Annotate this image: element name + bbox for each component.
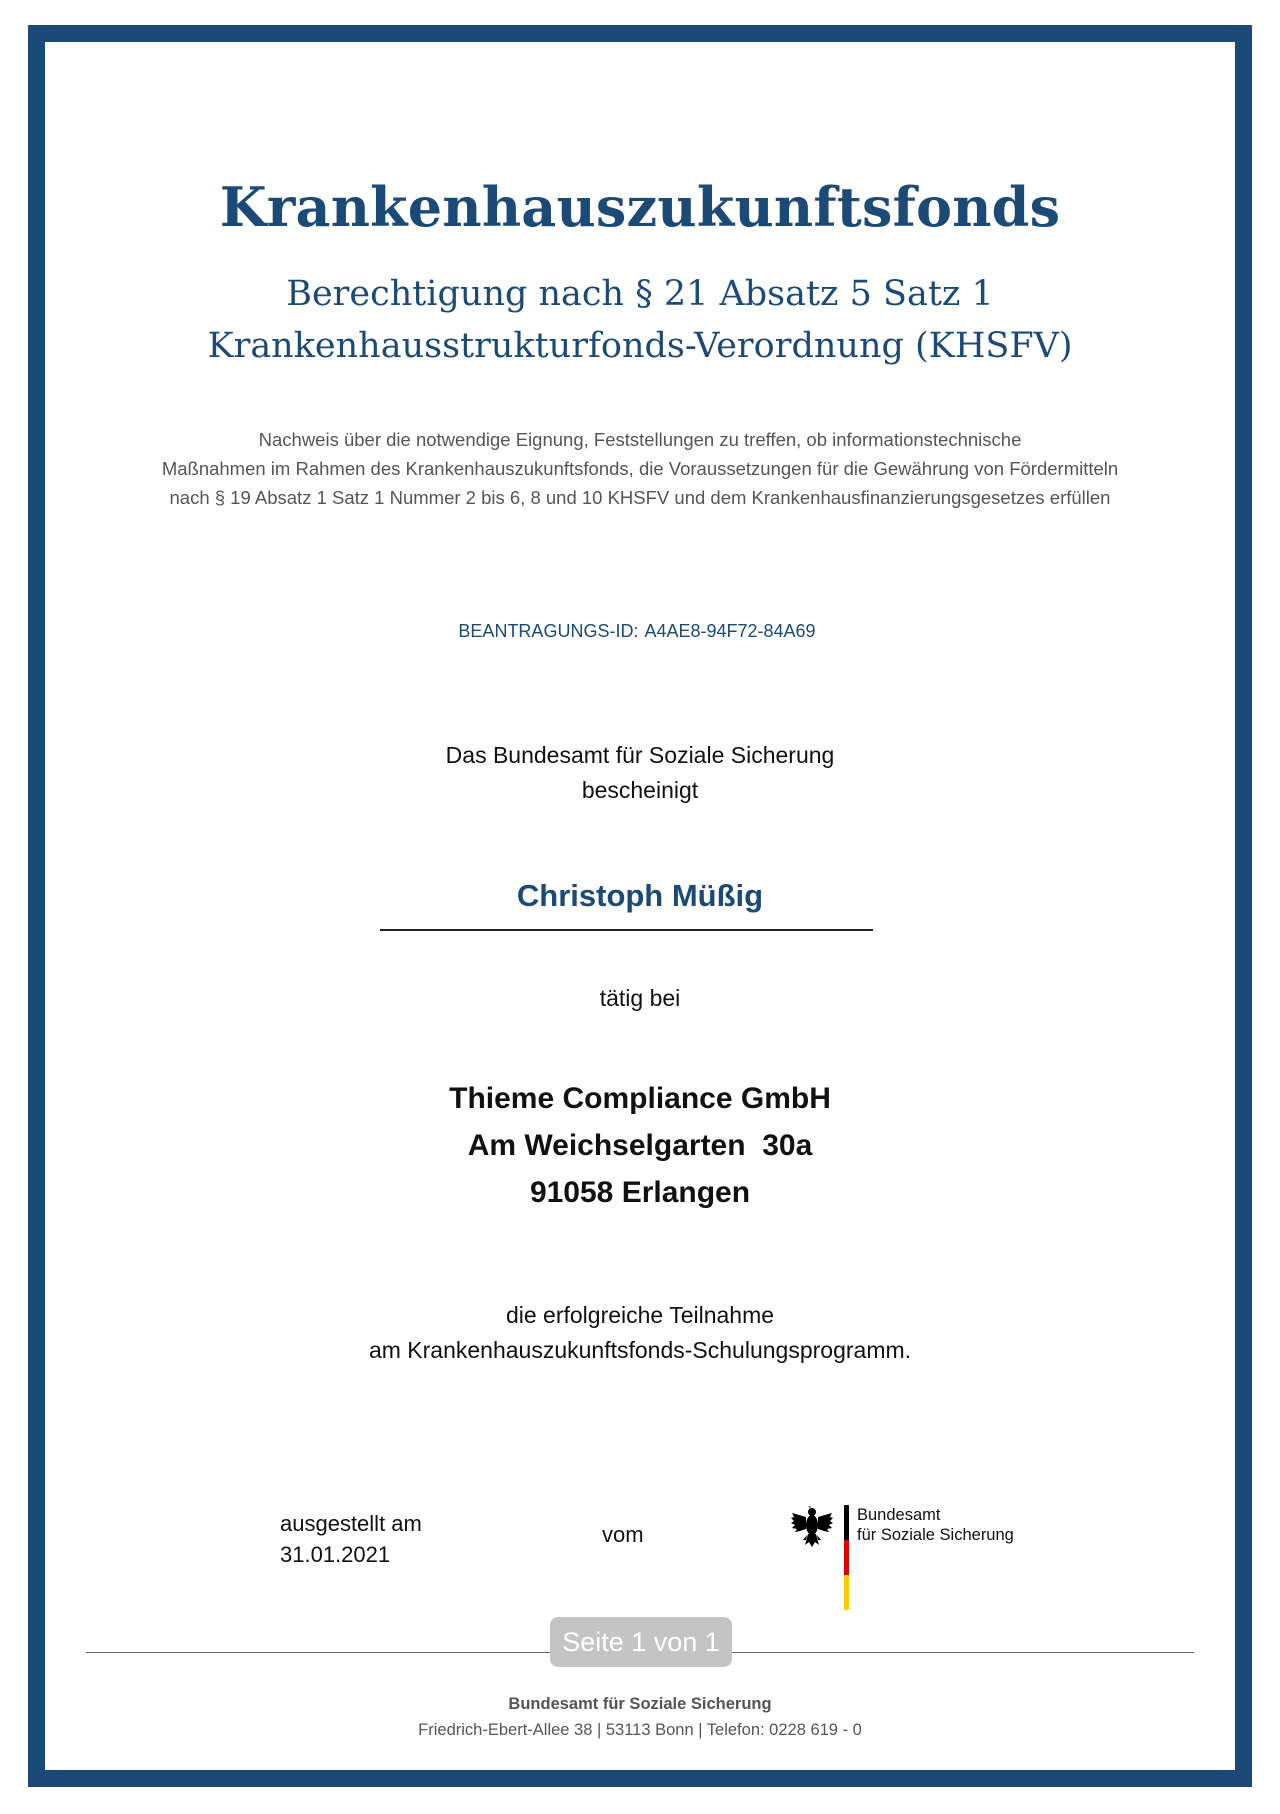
flag-black-segment (844, 1505, 849, 1540)
person-name: Christoph Müßig (516, 878, 764, 913)
footer-org: Bundesamt für Soziale Sicherung (508, 1695, 772, 1713)
logo-org-line: Bundesamt (857, 1506, 941, 1524)
issued-label: ausgestellt am (280, 1511, 422, 1536)
company-street: Am Weichselgarten 30a (467, 1129, 813, 1162)
issuer-statement (0, 738, 1280, 808)
logo-org-name (857, 1505, 1014, 1545)
certificate-title: Krankenhauszukunftsfonds (219, 175, 1061, 239)
issued-block (280, 1508, 422, 1570)
intro-line: Nachweis über die notwendige Eignung, Feststellungen zu treffen, ob informationstechnische (258, 429, 1022, 450)
flag-gold-segment (844, 1575, 849, 1610)
participation-line: am Krankenhauszukunftsfonds-Schulungsprogramm. (368, 1337, 912, 1363)
intro-text (0, 425, 1280, 512)
german-flag-stripe (844, 1505, 849, 1610)
application-id-label: BEANTRAGUNGS-ID: (458, 621, 639, 641)
issuer-line: bescheinigt (581, 777, 699, 803)
flag-red-segment (844, 1540, 849, 1575)
issued-date: 31.01.2021 (280, 1542, 391, 1567)
page-indicator: Seite 1 von 1 (550, 1617, 732, 1667)
intro-line: Maßnahmen im Rahmen des Krankenhauszukunftsfonds, die Voraussetzungen für die Gewährung von Fördermitteln (161, 458, 1119, 479)
company-city: 91058 Erlangen (529, 1176, 751, 1209)
application-id (0, 621, 1280, 642)
application-id-value: A4AE8-94F72-84A69 (644, 621, 816, 641)
employed-at-label: tätig bei (599, 985, 681, 1011)
subtitle-line: Berechtigung nach § 21 Absatz 5 Satz 1 (286, 274, 994, 314)
participation-line: die erfolgreiche Teilnahme (505, 1302, 775, 1328)
subtitle-line: Krankenhausstrukturfonds-Verordnung (KHSFV) (207, 326, 1073, 366)
bas-logo (790, 1505, 1030, 1615)
participation-statement (0, 1298, 1280, 1368)
name-underline (380, 929, 873, 931)
company-address (0, 1075, 1280, 1216)
logo-org-line: für Soziale Sicherung (857, 1526, 1014, 1544)
certificate-subtitle (0, 268, 1280, 372)
federal-eagle-icon (790, 1505, 834, 1549)
company-name: Thieme Compliance GmbH (449, 1082, 831, 1115)
footer-address: Friedrich-Ebert-Allee 38 | 53113 Bonn | Telefon: 0228 619 - 0 (418, 1721, 862, 1739)
issuer-line: Das Bundesamt für Soziale Sicherung (445, 742, 835, 768)
intro-line: nach § 19 Absatz 1 Satz 1 Nummer 2 bis 6, 8 und 10 KHSFV und dem Krankenhausfinanzierungsgesetzes erfüllen (169, 487, 1111, 508)
from-label: vom (602, 1522, 644, 1547)
